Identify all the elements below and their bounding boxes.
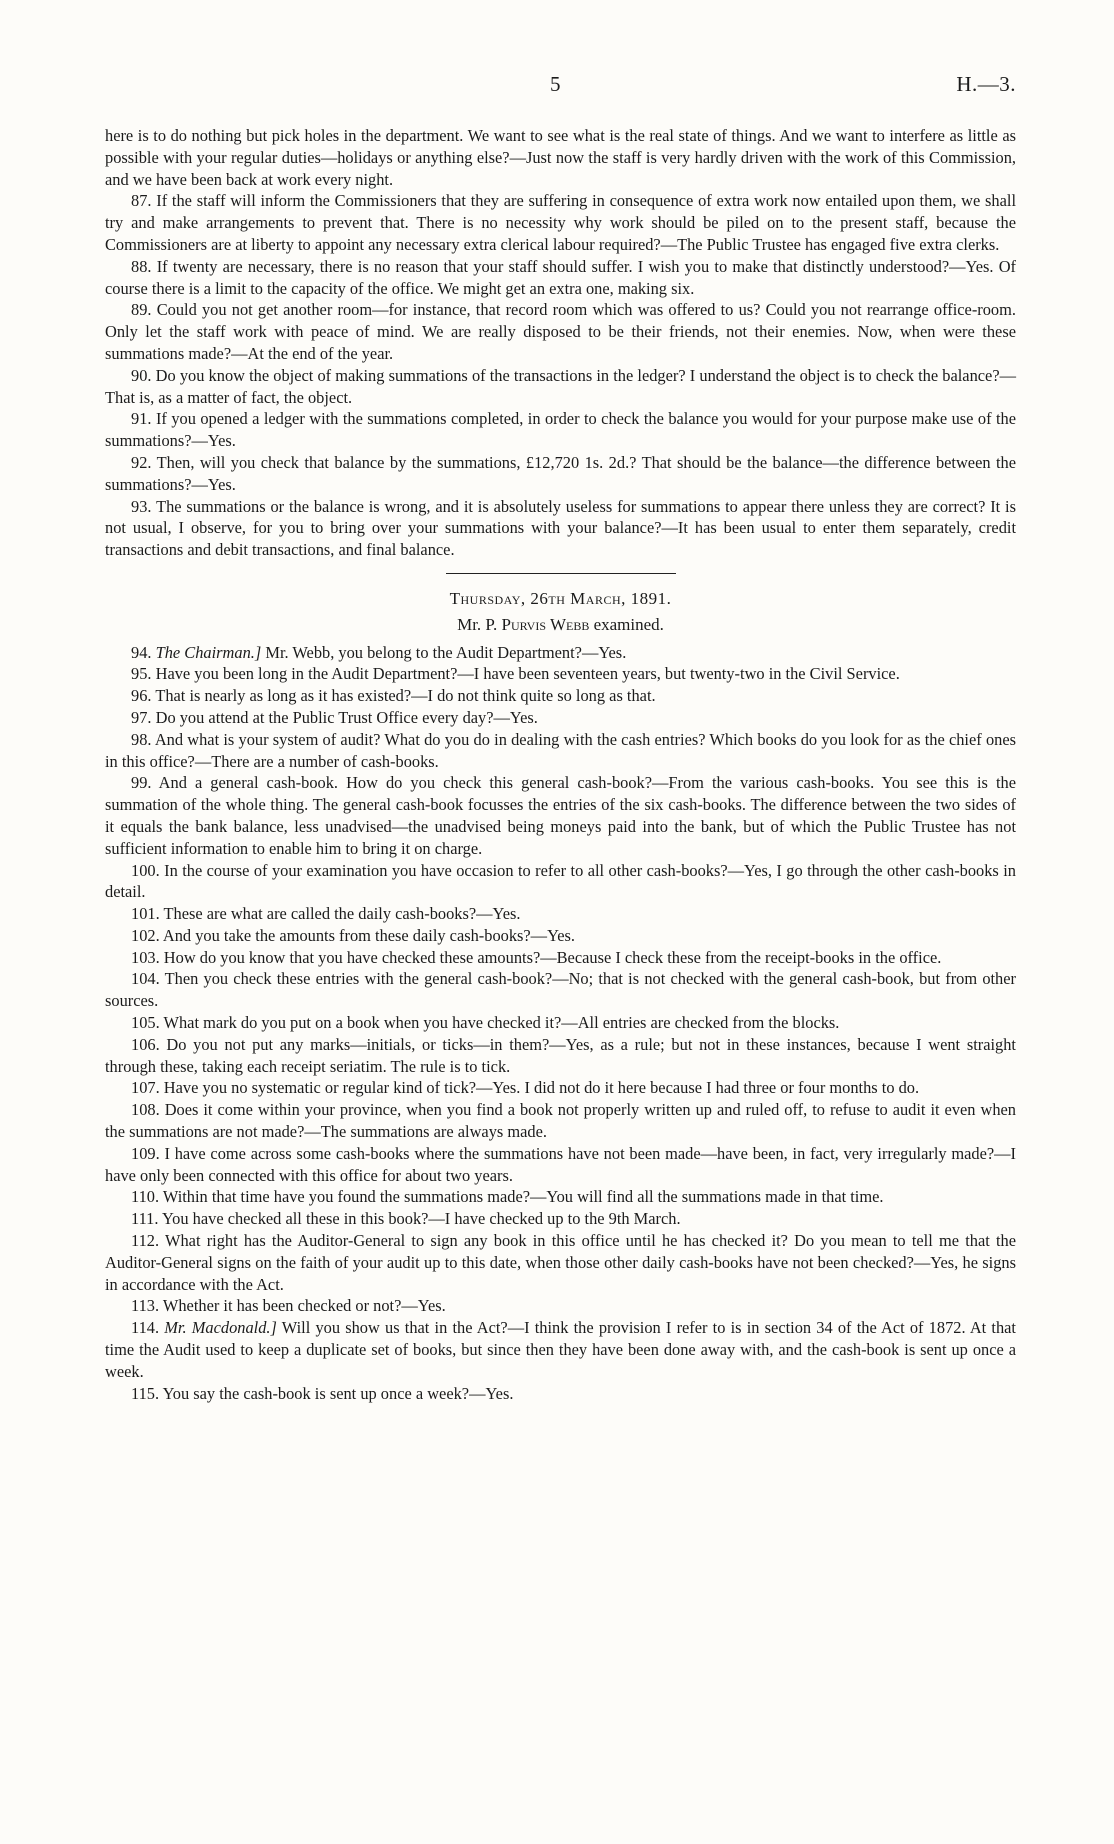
question-number: 98. <box>131 729 152 749</box>
question-text: Does it come within your province, when you find a book not properly written up and ruled off, to refuse to audit it even when the summations are not made?—The summations are always made. <box>105 1100 1016 1142</box>
question-paragraph <box>105 496 1016 561</box>
question-text: The summations or the balance is wrong, and it is absolutely useless for summations to appear there unless they are correct? It is not usual, I observe, for you to bring over your summations with your balance?—It has been usual to enter them separately, credit transactions and debit transactions, and final balance. <box>105 496 1016 560</box>
question-paragraph <box>105 256 1016 300</box>
page-number: 5 <box>550 72 561 96</box>
question-number: 99. <box>131 773 152 793</box>
question-number: 102. <box>131 925 160 945</box>
speaker-label: The Chairman.] <box>155 642 262 662</box>
question-paragraph <box>105 1077 1016 1099</box>
question-text: And you take the amounts from these daily cash-books?—Yes. <box>162 925 576 945</box>
question-paragraph <box>105 663 1016 685</box>
question-paragraph <box>105 1317 1016 1382</box>
question-number: 100. <box>131 860 160 880</box>
witness-name: Purvis Webb <box>501 614 590 634</box>
question-paragraph <box>105 1034 1016 1078</box>
question-number: 101. <box>131 904 160 924</box>
question-number: 109. <box>131 1143 160 1163</box>
question-paragraph <box>105 1208 1016 1230</box>
question-paragraph <box>105 1099 1016 1143</box>
question-list-before-session <box>105 190 1016 561</box>
question-text: Then, will you check that balance by the summations, £12,720 1s. 2d.? That should be the balance—the difference between the summations?—Yes. <box>105 452 1016 494</box>
witness-suffix: examined. <box>593 614 664 634</box>
question-number: 112. <box>131 1231 160 1251</box>
question-paragraph <box>105 685 1016 707</box>
section-divider <box>446 573 676 574</box>
question-text: What mark do you put on a book when you have checked it?—All entries are checked from the blocks. <box>163 1013 840 1033</box>
question-number: 89. <box>131 300 152 320</box>
question-paragraph <box>105 408 1016 452</box>
question-number: 106. <box>131 1034 160 1054</box>
question-text: What right has the Auditor-General to sign any book in this office until he has checked it? Do you mean to tell me that the Auditor-General signs on the faith of your audit up to this date, when those other daily cash-books have not been checked?—Yes, he signs in accordance with the Act. <box>105 1231 1017 1294</box>
question-text: Do you attend at the Public Trust Office every day?—Yes. <box>155 707 538 727</box>
question-number: 113. <box>131 1296 160 1316</box>
question-text: And a general cash-book. How do you check this general cash-book?—From the various cash-books. You see this is the summation of the whole thing. The general cash-book focusses the entries of the six cash-books. The difference between the two sides of it equals the bank balance, less unadvised—the unadvised being moneys paid into the bank, but of which the Public Trustee has not sufficient information to enable him to bring it on charge. <box>105 773 1016 858</box>
question-number: 88. <box>131 256 152 276</box>
question-number: 108. <box>131 1100 160 1120</box>
speaker-label: Mr. Macdonald.] <box>164 1318 277 1338</box>
question-text: That is nearly as long as it has existed?—I do not think quite so long as that. <box>155 686 656 706</box>
question-number: 96. <box>131 686 152 706</box>
question-text: If the staff will inform the Commissioners that they are suffering in consequence of extra work now entailed upon them, we shall try and make arrangements to prevent that. There is no necessity why work should be piled on to the present staff, because the Commissioners are at liberty to appoint any necessary extra clerical labour required?—The Public Trustee has engaged five extra clerks. <box>105 191 1016 254</box>
question-number: 91. <box>131 409 152 429</box>
question-paragraph <box>105 903 1016 925</box>
question-text: Whether it has been checked or not?—Yes. <box>162 1296 446 1316</box>
witness-heading <box>105 614 1016 636</box>
question-number: 97. <box>131 707 152 727</box>
question-paragraph <box>105 190 1016 255</box>
session-date-heading: Thursday, 26th March, 1891. <box>449 588 672 608</box>
question-number: 115. <box>131 1383 160 1403</box>
question-text: Do you not put any marks—initials, or ticks—in them?—Yes, as a rule; but not in these instances, because I went straight through these, taking each receipt seriatim. The rule is to tick. <box>105 1034 1016 1076</box>
question-number: 94. <box>131 642 152 662</box>
question-text: Could you not get another room—for instance, that record room which was offered to us? Could you not rearrange office-room. Only let the staff work with peace of mind. We are really disposed to be their friends, not their enemies. Now, when were these summations made?—At the end of the year. <box>105 300 1016 363</box>
question-text: I have come across some cash-books where the summations have not been made—have been, in fact, very irregularly made?—I have only been connected with this office for about two years. <box>105 1143 1016 1185</box>
question-number: 92. <box>131 452 152 472</box>
question-list-session <box>105 663 1016 1317</box>
question-text: How do you know that you have checked these amounts?—Because I check these from the receipt-books in the office. <box>163 947 942 967</box>
question-number: 103. <box>131 947 160 967</box>
question-text: You say the cash-book is sent up once a week?—Yes. <box>162 1383 514 1403</box>
question-paragraph <box>105 772 1016 859</box>
question-number: 95. <box>131 664 152 684</box>
question-paragraph <box>105 1230 1016 1295</box>
question-text: Within that time have you found the summations made?—You will find all the summations made in that time. <box>162 1187 884 1207</box>
question-paragraph <box>105 707 1016 729</box>
document-reference: H.—3. <box>956 72 1016 96</box>
question-number: 104. <box>131 969 160 989</box>
body-text <box>105 125 1016 1404</box>
question-text: And what is your system of audit? What do you do in dealing with the cash entries? Which books do you look for as the chief ones in this office?—There are a number of cash-books. <box>105 729 1016 771</box>
question-number: 111. <box>131 1209 159 1229</box>
question-paragraph <box>105 947 1016 969</box>
question-paragraph <box>105 452 1016 496</box>
question-paragraph <box>105 925 1016 947</box>
witness-title: Mr. P. <box>457 614 498 634</box>
question-paragraph <box>105 1383 1016 1405</box>
question-text: These are what are called the daily cash-books?—Yes. <box>163 904 521 924</box>
question-paragraph <box>105 1186 1016 1208</box>
question-text: In the course of your examination you have occasion to refer to all other cash-books?—Yes, I go through the other cash-books in detail. <box>105 860 1016 902</box>
question-paragraph <box>105 1295 1016 1317</box>
question-number: 114. <box>131 1318 160 1338</box>
question-text: If you opened a ledger with the summations completed, in order to check the balance you would for your purpose make use of the summations?—Yes. <box>105 409 1016 451</box>
question-text: Have you no systematic or regular kind of tick?—Yes. I did not do it here because I had three or four months to do. <box>163 1078 920 1098</box>
question-paragraph <box>105 299 1016 364</box>
question-text: You have checked all these in this book?—I have checked up to the 9th March. <box>161 1209 681 1229</box>
question-number: 93. <box>131 496 152 516</box>
question-paragraph <box>105 1012 1016 1034</box>
question-number: 105. <box>131 1013 160 1033</box>
question-text: Do you know the object of making summations of the transactions in the ledger? I understand the object is to check the balance?—That is, as a matter of fact, the object. <box>105 365 1016 407</box>
question-number: 87. <box>131 191 152 211</box>
question-paragraph <box>105 860 1016 904</box>
question-paragraph <box>105 729 1016 773</box>
question-text: Mr. Webb, you belong to the Audit Department?—Yes. <box>265 642 627 662</box>
question-paragraph <box>105 365 1016 409</box>
question-number: 107. <box>131 1078 160 1098</box>
question-number: 110. <box>131 1187 160 1207</box>
page-header <box>105 72 1016 102</box>
question-text: If twenty are necessary, there is no reason that your staff should suffer. I wish you to make that distinctly understood?—Yes. Of course there is a limit to the capacity of the office. We might get an extra one, making six. <box>105 256 1016 298</box>
question-paragraph <box>105 968 1016 1012</box>
opening-paragraph: here is to do nothing but pick holes in the department. We want to see what is the real state of things. And we want to interfere as little as possible with your regular duties—holidays or anything else?—Just now the staff is very hardly driven with the work of this Commission, and we have been back at work every night. <box>105 126 1016 189</box>
question-text: Have you been long in the Audit Department?—I have been seventeen years, but twenty-two in the Civil Service. <box>155 664 900 684</box>
question-paragraph <box>105 1143 1016 1187</box>
question-text: Then you check these entries with the general cash-book?—No; that is not checked with the general cash-book, but from other sources. <box>105 969 1016 1011</box>
question-number: 90. <box>131 365 152 385</box>
question-text: Will you show us that in the Act?—I think the provision I refer to is in section 34 of the Act of 1872. At that time the Audit used to keep a duplicate set of books, but since then they have been done away with, and the cash-book is sent up once a week. <box>105 1318 1016 1381</box>
question-paragraph <box>105 642 1016 664</box>
